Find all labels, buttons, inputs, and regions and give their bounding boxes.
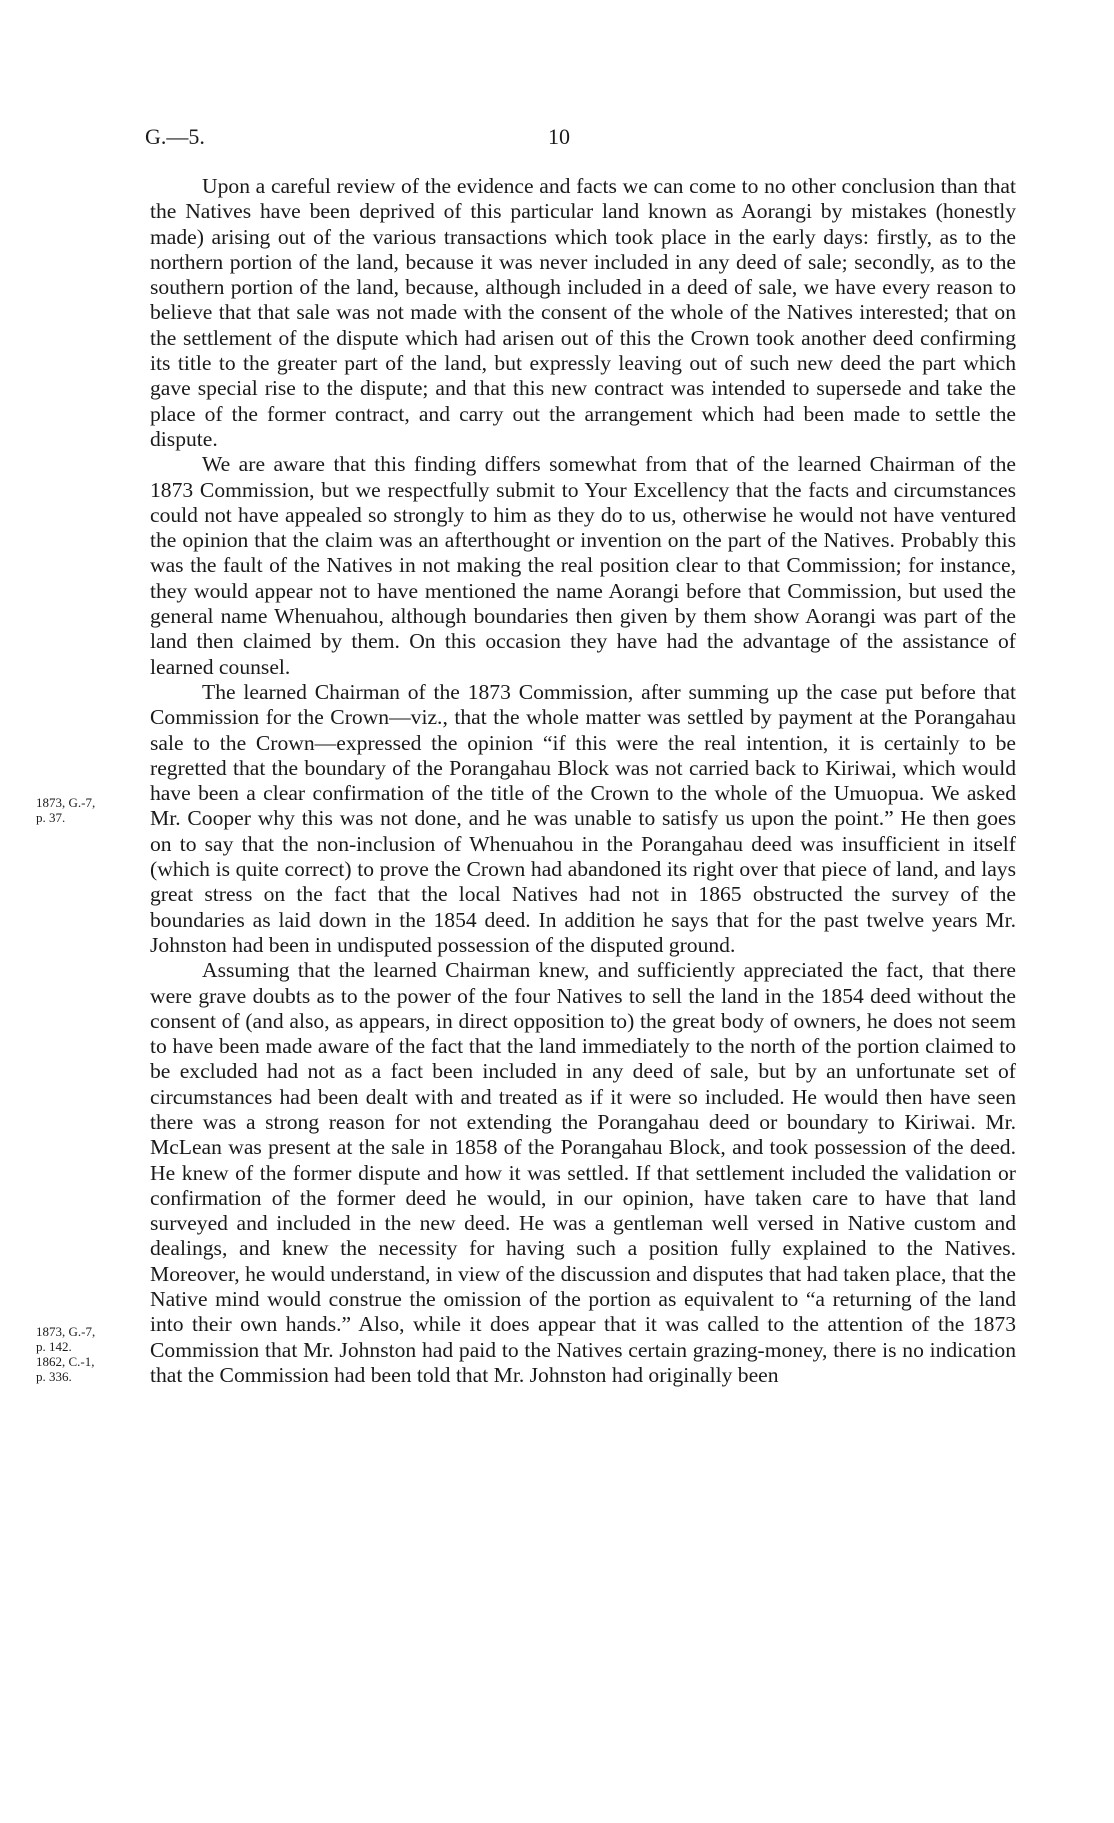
body-text: [150, 174, 1016, 1388]
margin-note-line: 1873, G.-7,: [36, 1324, 96, 1339]
margin-note-line: p. 336.: [36, 1369, 72, 1384]
margin-note-line: p. 142.: [36, 1339, 72, 1354]
paragraph: Assuming that the learned Chairman knew, and sufficiently appreciated the fact, that there were grave doubts as to the power of the four Natives to sell the land in the 1854 deed without the consent of (and also, as appears, in direct opposition to) the great body of owners, he does not seem to have been made aware of the fact that the land immediately to the north of the portion claimed to be excluded had not as a fact been included in any deed of sale, but by an unfortunate set of circumstances had been dealt with and treated as if it were so included. He would then have seen there was a strong reason for not extending the Porangahau deed or boundary to Kiriwai. Mr. McLean was present at the sale in 1858 of the Porangahau Block, and took possession of the deed. He knew of the former dispute and how it was settled. If that settlement included the validation or confirmation of the former deed he would, in our opinion, have taken care to have that land surveyed and included in the new deed. He was a gentleman well versed in Native custom and dealings, and knew the necessity for having such a position fully explained to the Natives. Moreover, he would understand, in view of the discussion and disputes that had taken place, that the Native mind would construe the omission of the portion as equivalent to “a returning of the land into their own hands.” Also, while it does appear that it was called to the attention of the 1873 Commission that Mr. Johnston had paid to the Natives certain grazing-money, there is no indication that the Commission had been told that Mr. Johnston had originally been: [150, 958, 1016, 1387]
page-number: 10: [548, 124, 570, 149]
margin-note-line: p. 37.: [36, 810, 66, 825]
margin-note: [36, 1324, 136, 1384]
paragraph: The learned Chairman of the 1873 Commission, after summing up the case put before that Commission for the Crown—viz., that the whole matter was settled by payment at the Porangahau sale to the Crown—expressed the opinion “if this were the real intention, it is certainly to be regretted that the boundary of the Porangahau Block was not carried back to Kiriwai, which would have been a clear confirmation of the title of the Crown to the whole of the Umuopua. We asked Mr. Cooper why this was not done, and he was unable to satisfy us upon the point.” He then goes on to say that the non-inclusion of Whenuahou in the Porangahau deed was insufficient in itself (which is quite correct) to prove the Crown had abandoned its right over that piece of land, and lays great stress on the fact that the local Natives had not in 1865 obstructed the survey of the boundaries as laid down in the 1854 deed. In addition he says that for the past twelve years Mr. Johnston had been in undisputed possession of the disputed ground.: [150, 679, 1016, 957]
paragraph: Upon a careful review of the evidence and facts we can come to no other conclusion than that the Natives have been deprived of this particular land known as Aorangi by mistakes (honestly made) arising out of the various transactions which took place in the early days: firstly, as to the northern portion of the land, because it was never included in any deed of sale; secondly, as to the southern portion of the land, because, although included in a deed of sale, we have every reason to believe that that sale was not made with the consent of the whole of the Natives interested; that on the settlement of the dispute which had arisen out of this the Crown took another deed confirming its title to the greater part of the land, but expressly leaving out of such new deed the part which gave special rise to the dispute; and that this new contract was intended to supersede and take the place of the former contract, and carry out the arrangement which had been made to settle the dispute.: [150, 174, 1016, 451]
paragraph: We are aware that this finding differs somewhat from that of the learned Chairman of the 1873 Commission, but we respectfully submit to Your Excellency that the facts and circumstances could not have appealed so strongly to him as they do to us, otherwise he would not have ventured the opinion that the claim was an afterthought or invention on the part of the Natives. Probably this was the fault of the Natives in not making the real position clear to that Commission; for instance, they would appear not to have mentioned the name Aorangi before that Commission, but used the general name Whenuahou, although boundaries then given by them show Aorangi was part of the land then claimed by them. On this occasion they have had the advantage of the assistance of learned counsel.: [150, 452, 1016, 679]
document-reference: G.—5.: [145, 124, 205, 149]
margin-note-line: 1873, G.-7,: [36, 795, 96, 810]
margin-note-line: 1862, C.-1,: [36, 1354, 95, 1369]
margin-note: [36, 795, 136, 825]
